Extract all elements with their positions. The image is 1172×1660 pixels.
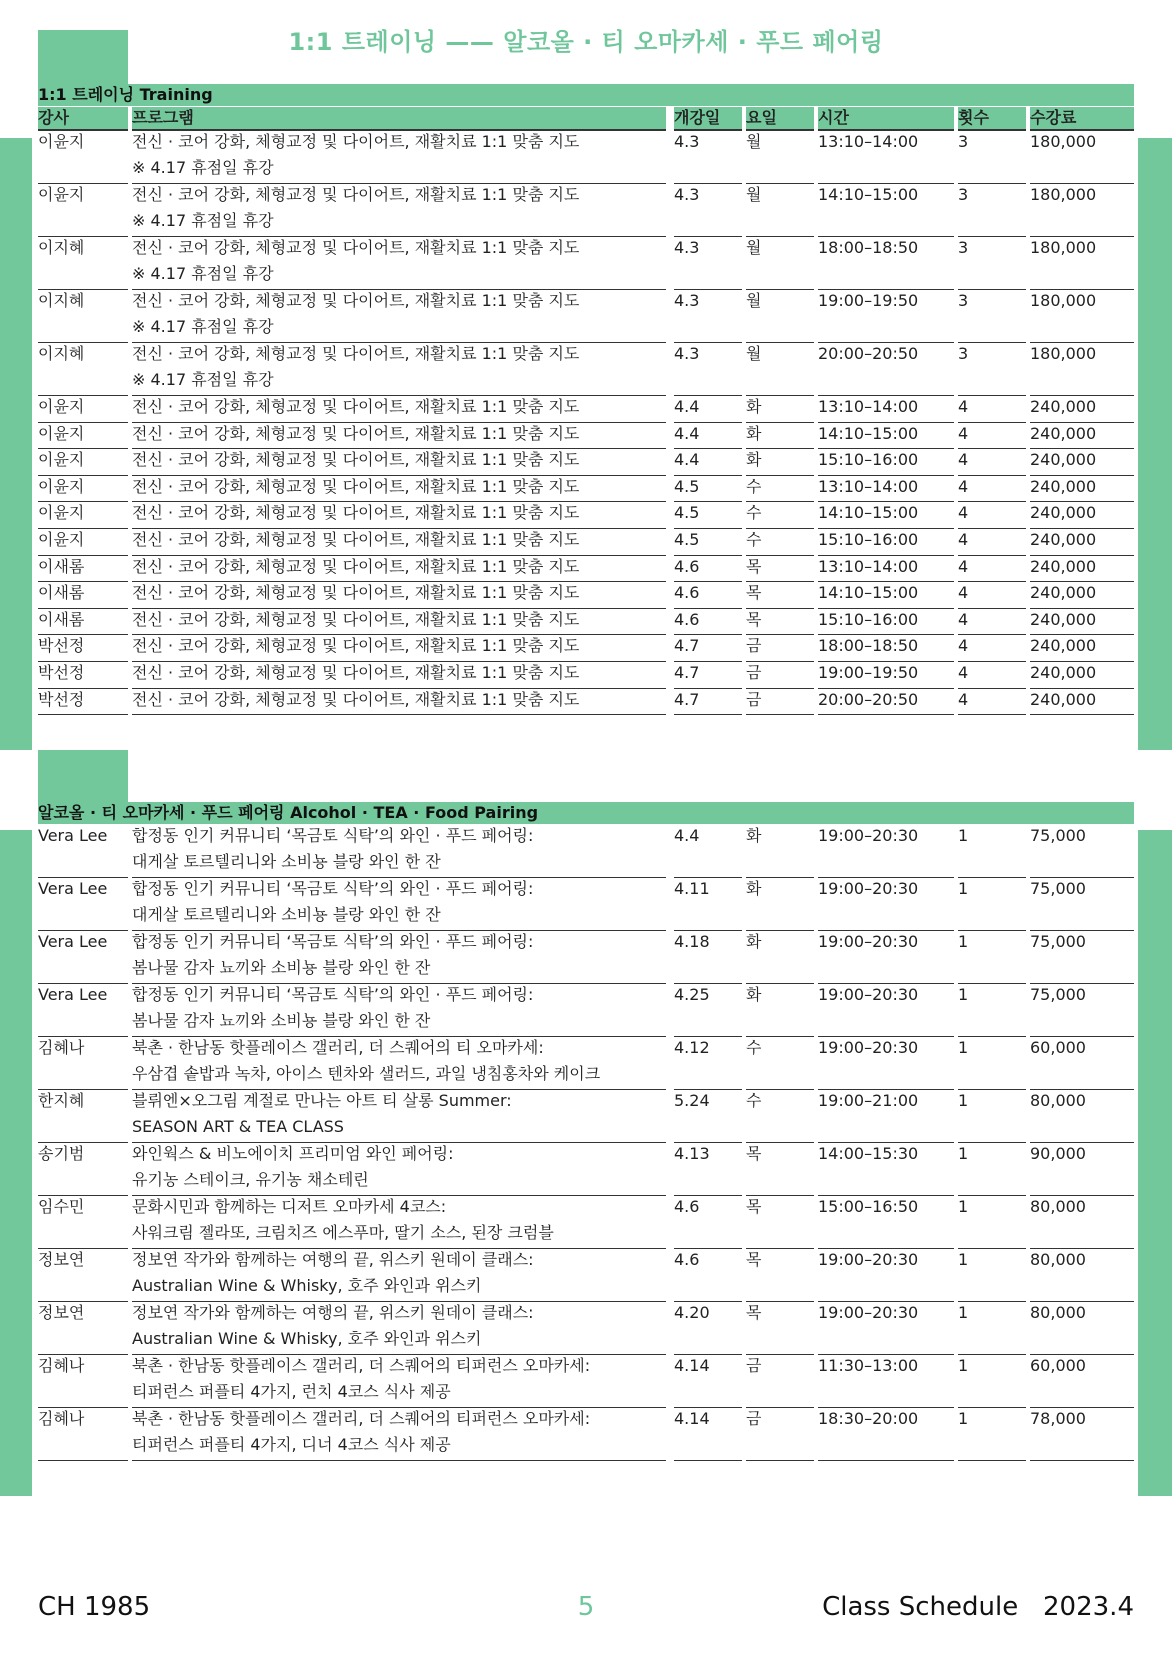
cell-fee: 180,000 <box>1030 237 1134 290</box>
cell-date: 4.7 <box>674 662 742 689</box>
table-row <box>38 556 1134 583</box>
table-row <box>38 529 1134 556</box>
cell-day: 화 <box>746 396 814 423</box>
cell-fee: 80,000 <box>1030 1196 1134 1249</box>
cell-day: 금 <box>746 1408 814 1461</box>
cell-instructor: 이윤지 <box>38 449 128 476</box>
cell-day: 수 <box>746 529 814 556</box>
cell-date: 4.3 <box>674 184 742 237</box>
cell-time: 15:00–16:50 <box>818 1196 954 1249</box>
cell-program: 전신 · 코어 강화, 체형교정 및 다이어트, 재활치료 1:1 맞춤 지도 <box>132 662 666 689</box>
cell-day: 화 <box>746 878 814 931</box>
cell-count: 4 <box>958 662 1026 689</box>
table-row <box>38 1090 1134 1143</box>
cell-fee: 240,000 <box>1030 689 1134 716</box>
header-start-date: 개강일 <box>674 107 742 131</box>
green-side-left-2 <box>0 830 32 1496</box>
cell-time: 14:10–15:00 <box>818 582 954 609</box>
header-day: 요일 <box>746 107 814 131</box>
cell-program: 전신 · 코어 강화, 체형교정 및 다이어트, 재활치료 1:1 맞춤 지도 ※ 4.17 휴점일 휴강 <box>132 290 666 343</box>
cell-day: 목 <box>746 582 814 609</box>
table-row <box>38 1408 1134 1461</box>
table-row <box>38 343 1134 396</box>
cell-date: 4.7 <box>674 689 742 716</box>
table-row <box>38 825 1134 878</box>
cell-fee: 90,000 <box>1030 1143 1134 1196</box>
cell-date: 4.6 <box>674 1196 742 1249</box>
cell-count: 3 <box>958 290 1026 343</box>
cell-day: 월 <box>746 343 814 396</box>
table-row <box>38 476 1134 503</box>
cell-day: 목 <box>746 609 814 636</box>
cell-time: 13:10–14:00 <box>818 396 954 423</box>
cell-day: 금 <box>746 689 814 716</box>
cell-time: 18:00–18:50 <box>818 237 954 290</box>
cell-date: 4.6 <box>674 582 742 609</box>
cell-instructor: 김혜나 <box>38 1037 128 1090</box>
cell-day: 화 <box>746 423 814 450</box>
cell-date: 4.3 <box>674 237 742 290</box>
cell-fee: 60,000 <box>1030 1037 1134 1090</box>
cell-program: 와인웍스 & 비노에이치 프리미엄 와인 페어링: 유기농 스테이크, 유기농 채소테린 <box>132 1143 666 1196</box>
cell-count: 1 <box>958 1249 1026 1302</box>
cell-program: 합정동 인기 커뮤니티 ‘목금토 식탁’의 와인 · 푸드 페어링: 봄나물 감자 뇨끼와 소비뇽 블랑 와인 한 잔 <box>132 931 666 984</box>
cell-day: 목 <box>746 1196 814 1249</box>
cell-time: 19:00–19:50 <box>818 662 954 689</box>
cell-fee: 80,000 <box>1030 1090 1134 1143</box>
table-row <box>38 609 1134 636</box>
cell-instructor: 김혜나 <box>38 1408 128 1461</box>
table-row <box>38 931 1134 984</box>
cell-fee: 75,000 <box>1030 878 1134 931</box>
cell-time: 19:00–20:30 <box>818 825 954 878</box>
cell-count: 4 <box>958 582 1026 609</box>
cell-instructor: Vera Lee <box>38 984 128 1037</box>
cell-time: 19:00–20:30 <box>818 1037 954 1090</box>
cell-program: 합정동 인기 커뮤니티 ‘목금토 식탁’의 와인 · 푸드 페어링: 대게살 토르텔리니와 소비뇽 블랑 와인 한 잔 <box>132 878 666 931</box>
table-row <box>38 582 1134 609</box>
cell-program: 북촌 · 한남동 핫플레이스 갤러리, 더 스퀘어의 티 오마카세: 우삼겹 솥밥과 녹차, 아이스 텐차와 샐러드, 과일 냉침홍차와 케이크 <box>132 1037 666 1090</box>
cell-time: 19:00–19:50 <box>818 290 954 343</box>
footer-brand: CH 1985 <box>38 1592 151 1622</box>
section-title-pairing: 알코올 · 티 오마카세 · 푸드 페어링 Alcohol · TEA · Food Pairing <box>38 802 1134 824</box>
cell-day: 화 <box>746 449 814 476</box>
cell-date: 4.3 <box>674 131 742 184</box>
cell-date: 4.14 <box>674 1355 742 1408</box>
cell-fee: 180,000 <box>1030 343 1134 396</box>
cell-program: 전신 · 코어 강화, 체형교정 및 다이어트, 재활치료 1:1 맞춤 지도 <box>132 689 666 716</box>
cell-instructor: 이윤지 <box>38 529 128 556</box>
cell-fee: 78,000 <box>1030 1408 1134 1461</box>
cell-fee: 240,000 <box>1030 396 1134 423</box>
cell-time: 14:10–15:00 <box>818 423 954 450</box>
cell-date: 4.3 <box>674 343 742 396</box>
cell-time: 19:00–20:30 <box>818 931 954 984</box>
cell-instructor: 박선정 <box>38 635 128 662</box>
cell-time: 13:10–14:00 <box>818 131 954 184</box>
cell-day: 수 <box>746 1090 814 1143</box>
cell-time: 15:10–16:00 <box>818 529 954 556</box>
cell-day: 수 <box>746 476 814 503</box>
cell-date: 4.7 <box>674 635 742 662</box>
cell-count: 4 <box>958 689 1026 716</box>
cell-instructor: 정보연 <box>38 1302 128 1355</box>
cell-program: 북촌 · 한남동 핫플레이스 갤러리, 더 스퀘어의 티퍼런스 오마카세: 티퍼런스 퍼플티 4가지, 런치 4코스 식사 제공 <box>132 1355 666 1408</box>
cell-count: 1 <box>958 825 1026 878</box>
cell-instructor: 임수민 <box>38 1196 128 1249</box>
table-row <box>38 1143 1134 1196</box>
cell-fee: 240,000 <box>1030 662 1134 689</box>
cell-count: 1 <box>958 878 1026 931</box>
cell-instructor: Vera Lee <box>38 931 128 984</box>
cell-date: 4.13 <box>674 1143 742 1196</box>
cell-program: 정보연 작가와 함께하는 여행의 끝, 위스키 원데이 클래스: Australian Wine & Whisky, 호주 와인과 위스키 <box>132 1302 666 1355</box>
cell-fee: 240,000 <box>1030 609 1134 636</box>
cell-count: 1 <box>958 1196 1026 1249</box>
table-row <box>38 1249 1134 1302</box>
cell-time: 14:10–15:00 <box>818 502 954 529</box>
header-instructor: 강사 <box>38 107 128 131</box>
cell-count: 4 <box>958 449 1026 476</box>
table-row <box>38 131 1134 184</box>
cell-fee: 240,000 <box>1030 476 1134 503</box>
cell-instructor: Vera Lee <box>38 878 128 931</box>
footer-page-number: 5 <box>577 1592 595 1622</box>
cell-count: 4 <box>958 609 1026 636</box>
cell-time: 14:00–15:30 <box>818 1143 954 1196</box>
cell-instructor: 이지혜 <box>38 237 128 290</box>
cell-instructor: 이윤지 <box>38 476 128 503</box>
cell-program: 전신 · 코어 강화, 체형교정 및 다이어트, 재활치료 1:1 맞춤 지도 <box>132 609 666 636</box>
header-fee: 수강료 <box>1030 107 1134 131</box>
cell-fee: 180,000 <box>1030 131 1134 184</box>
table-row <box>38 878 1134 931</box>
cell-instructor: 이지혜 <box>38 290 128 343</box>
cell-day: 수 <box>746 1037 814 1090</box>
cell-day: 월 <box>746 290 814 343</box>
cell-instructor: 이지혜 <box>38 343 128 396</box>
cell-day: 수 <box>746 502 814 529</box>
cell-date: 4.3 <box>674 290 742 343</box>
cell-instructor: 이새롬 <box>38 556 128 583</box>
cell-time: 18:30–20:00 <box>818 1408 954 1461</box>
cell-time: 19:00–20:30 <box>818 878 954 931</box>
cell-program: 전신 · 코어 강화, 체형교정 및 다이어트, 재활치료 1:1 맞춤 지도 ※ 4.17 휴점일 휴강 <box>132 343 666 396</box>
cell-count: 3 <box>958 237 1026 290</box>
cell-date: 4.20 <box>674 1302 742 1355</box>
cell-time: 20:00–20:50 <box>818 689 954 716</box>
cell-count: 4 <box>958 529 1026 556</box>
cell-instructor: 송기범 <box>38 1143 128 1196</box>
cell-day: 화 <box>746 825 814 878</box>
cell-count: 4 <box>958 476 1026 503</box>
table-row <box>38 396 1134 423</box>
cell-count: 3 <box>958 184 1026 237</box>
green-side-right-1 <box>1138 138 1172 750</box>
cell-time: 13:10–14:00 <box>818 556 954 583</box>
cell-fee: 80,000 <box>1030 1302 1134 1355</box>
cell-day: 목 <box>746 1143 814 1196</box>
cell-date: 4.18 <box>674 931 742 984</box>
cell-day: 목 <box>746 1302 814 1355</box>
cell-time: 14:10–15:00 <box>818 184 954 237</box>
cell-day: 월 <box>746 131 814 184</box>
cell-instructor: 정보연 <box>38 1249 128 1302</box>
cell-day: 목 <box>746 1249 814 1302</box>
cell-day: 금 <box>746 635 814 662</box>
cell-program: 전신 · 코어 강화, 체형교정 및 다이어트, 재활치료 1:1 맞춤 지도 <box>132 476 666 503</box>
cell-date: 4.4 <box>674 449 742 476</box>
cell-date: 4.5 <box>674 529 742 556</box>
cell-day: 화 <box>746 931 814 984</box>
cell-fee: 240,000 <box>1030 449 1134 476</box>
cell-time: 19:00–20:30 <box>818 984 954 1037</box>
footer-schedule: Class Schedule 2023.4 <box>822 1592 1134 1622</box>
table-row <box>38 1355 1134 1408</box>
cell-date: 4.12 <box>674 1037 742 1090</box>
cell-time: 15:10–16:00 <box>818 609 954 636</box>
table-row <box>38 1037 1134 1090</box>
cell-count: 3 <box>958 343 1026 396</box>
cell-program: 전신 · 코어 강화, 체형교정 및 다이어트, 재활치료 1:1 맞춤 지도 ※ 4.17 휴점일 휴강 <box>132 184 666 237</box>
cell-day: 목 <box>746 556 814 583</box>
header-program: 프로그램 <box>132 107 666 131</box>
cell-instructor: 이새롬 <box>38 609 128 636</box>
cell-program: 전신 · 코어 강화, 체형교정 및 다이어트, 재활치료 1:1 맞춤 지도 <box>132 635 666 662</box>
cell-time: 15:10–16:00 <box>818 449 954 476</box>
cell-date: 4.6 <box>674 556 742 583</box>
cell-fee: 240,000 <box>1030 529 1134 556</box>
cell-fee: 75,000 <box>1030 984 1134 1037</box>
cell-count: 1 <box>958 1090 1026 1143</box>
cell-count: 4 <box>958 502 1026 529</box>
cell-fee: 75,000 <box>1030 825 1134 878</box>
cell-program: 문화시민과 함께하는 디저트 오마카세 4코스: 사워크림 젤라또, 크림치즈 에스푸마, 딸기 소스, 된장 크럼블 <box>132 1196 666 1249</box>
cell-program: 합정동 인기 커뮤니티 ‘목금토 식탁’의 와인 · 푸드 페어링: 봄나물 감자 뇨끼와 소비뇽 블랑 와인 한 잔 <box>132 984 666 1037</box>
cell-program: 전신 · 코어 강화, 체형교정 및 다이어트, 재활치료 1:1 맞춤 지도 <box>132 582 666 609</box>
green-side-right-2 <box>1138 830 1172 1496</box>
cell-day: 화 <box>746 984 814 1037</box>
cell-date: 4.4 <box>674 423 742 450</box>
cell-fee: 240,000 <box>1030 582 1134 609</box>
cell-program: 북촌 · 한남동 핫플레이스 갤러리, 더 스퀘어의 티퍼런스 오마카세: 티퍼런스 퍼플티 4가지, 디너 4코스 식사 제공 <box>132 1408 666 1461</box>
cell-count: 4 <box>958 635 1026 662</box>
cell-instructor: 김혜나 <box>38 1355 128 1408</box>
cell-count: 4 <box>958 556 1026 583</box>
table-row <box>38 662 1134 689</box>
header-time: 시간 <box>818 107 954 131</box>
cell-fee: 180,000 <box>1030 290 1134 343</box>
table-header <box>38 107 1134 131</box>
cell-fee: 180,000 <box>1030 184 1134 237</box>
cell-count: 1 <box>958 1143 1026 1196</box>
green-block-mid <box>38 750 128 806</box>
cell-fee: 240,000 <box>1030 556 1134 583</box>
cell-instructor: 이윤지 <box>38 423 128 450</box>
cell-time: 11:30–13:00 <box>818 1355 954 1408</box>
cell-date: 4.4 <box>674 396 742 423</box>
cell-day: 금 <box>746 662 814 689</box>
cell-time: 19:00–21:00 <box>818 1090 954 1143</box>
cell-program: 전신 · 코어 강화, 체형교정 및 다이어트, 재활치료 1:1 맞춤 지도 <box>132 449 666 476</box>
cell-count: 1 <box>958 1355 1026 1408</box>
cell-count: 1 <box>958 1408 1026 1461</box>
cell-count: 1 <box>958 1302 1026 1355</box>
cell-program: 전신 · 코어 강화, 체형교정 및 다이어트, 재활치료 1:1 맞춤 지도 <box>132 396 666 423</box>
cell-date: 5.24 <box>674 1090 742 1143</box>
cell-day: 월 <box>746 184 814 237</box>
cell-instructor: 박선정 <box>38 689 128 716</box>
cell-instructor: 이윤지 <box>38 184 128 237</box>
cell-count: 3 <box>958 131 1026 184</box>
cell-instructor: Vera Lee <box>38 825 128 878</box>
cell-count: 4 <box>958 396 1026 423</box>
cell-date: 4.5 <box>674 502 742 529</box>
cell-day: 금 <box>746 1355 814 1408</box>
section-title-training: 1:1 트레이닝 Training <box>38 84 1134 106</box>
cell-instructor: 이윤지 <box>38 396 128 423</box>
table-row <box>38 290 1134 343</box>
cell-fee: 240,000 <box>1030 423 1134 450</box>
cell-program: 전신 · 코어 강화, 체형교정 및 다이어트, 재활치료 1:1 맞춤 지도 ※ 4.17 휴점일 휴강 <box>132 131 666 184</box>
table-row <box>38 689 1134 716</box>
cell-instructor: 이새롬 <box>38 582 128 609</box>
table-row <box>38 1196 1134 1249</box>
cell-program: 전신 · 코어 강화, 체형교정 및 다이어트, 재활치료 1:1 맞춤 지도 <box>132 502 666 529</box>
cell-date: 4.4 <box>674 825 742 878</box>
cell-fee: 60,000 <box>1030 1355 1134 1408</box>
table-row <box>38 1302 1134 1355</box>
cell-fee: 240,000 <box>1030 502 1134 529</box>
cell-program: 합정동 인기 커뮤니티 ‘목금토 식탁’의 와인 · 푸드 페어링: 대게살 토르텔리니와 소비뇽 블랑 와인 한 잔 <box>132 825 666 878</box>
table-row <box>38 423 1134 450</box>
cell-fee: 240,000 <box>1030 635 1134 662</box>
cell-date: 4.5 <box>674 476 742 503</box>
header-count: 횟수 <box>958 107 1026 131</box>
cell-program: 전신 · 코어 강화, 체형교정 및 다이어트, 재활치료 1:1 맞춤 지도 ※ 4.17 휴점일 휴강 <box>132 237 666 290</box>
cell-fee: 75,000 <box>1030 931 1134 984</box>
table-row <box>38 635 1134 662</box>
cell-date: 4.6 <box>674 1249 742 1302</box>
table-row <box>38 184 1134 237</box>
table-row <box>38 237 1134 290</box>
cell-fee: 80,000 <box>1030 1249 1134 1302</box>
cell-count: 1 <box>958 931 1026 984</box>
cell-program: 전신 · 코어 강화, 체형교정 및 다이어트, 재활치료 1:1 맞춤 지도 <box>132 529 666 556</box>
cell-program: 블뤼엔×오그림 계절로 만나는 아트 티 살롱 Summer: SEASON ART & TEA CLASS <box>132 1090 666 1143</box>
green-side-left-1 <box>0 138 32 750</box>
cell-instructor: 이윤지 <box>38 131 128 184</box>
cell-time: 20:00–20:50 <box>818 343 954 396</box>
table-row <box>38 449 1134 476</box>
cell-instructor: 박선정 <box>38 662 128 689</box>
table-row <box>38 502 1134 529</box>
table-row <box>38 984 1134 1037</box>
cell-instructor: 이윤지 <box>38 502 128 529</box>
page-title: 1:1 트레이닝 —— 알코올 · 티 오마카세 · 푸드 페어링 <box>288 28 884 56</box>
cell-count: 1 <box>958 1037 1026 1090</box>
cell-program: 정보연 작가와 함께하는 여행의 끝, 위스키 원데이 클래스: Australian Wine & Whisky, 호주 와인과 위스키 <box>132 1249 666 1302</box>
cell-date: 4.14 <box>674 1408 742 1461</box>
cell-count: 4 <box>958 423 1026 450</box>
cell-count: 1 <box>958 984 1026 1037</box>
cell-program: 전신 · 코어 강화, 체형교정 및 다이어트, 재활치료 1:1 맞춤 지도 <box>132 423 666 450</box>
cell-time: 18:00–18:50 <box>818 635 954 662</box>
cell-instructor: 한지혜 <box>38 1090 128 1143</box>
cell-day: 월 <box>746 237 814 290</box>
cell-time: 19:00–20:30 <box>818 1249 954 1302</box>
cell-time: 13:10–14:00 <box>818 476 954 503</box>
cell-date: 4.25 <box>674 984 742 1037</box>
cell-date: 4.11 <box>674 878 742 931</box>
cell-date: 4.6 <box>674 609 742 636</box>
cell-time: 19:00–20:30 <box>818 1302 954 1355</box>
cell-program: 전신 · 코어 강화, 체형교정 및 다이어트, 재활치료 1:1 맞춤 지도 <box>132 556 666 583</box>
